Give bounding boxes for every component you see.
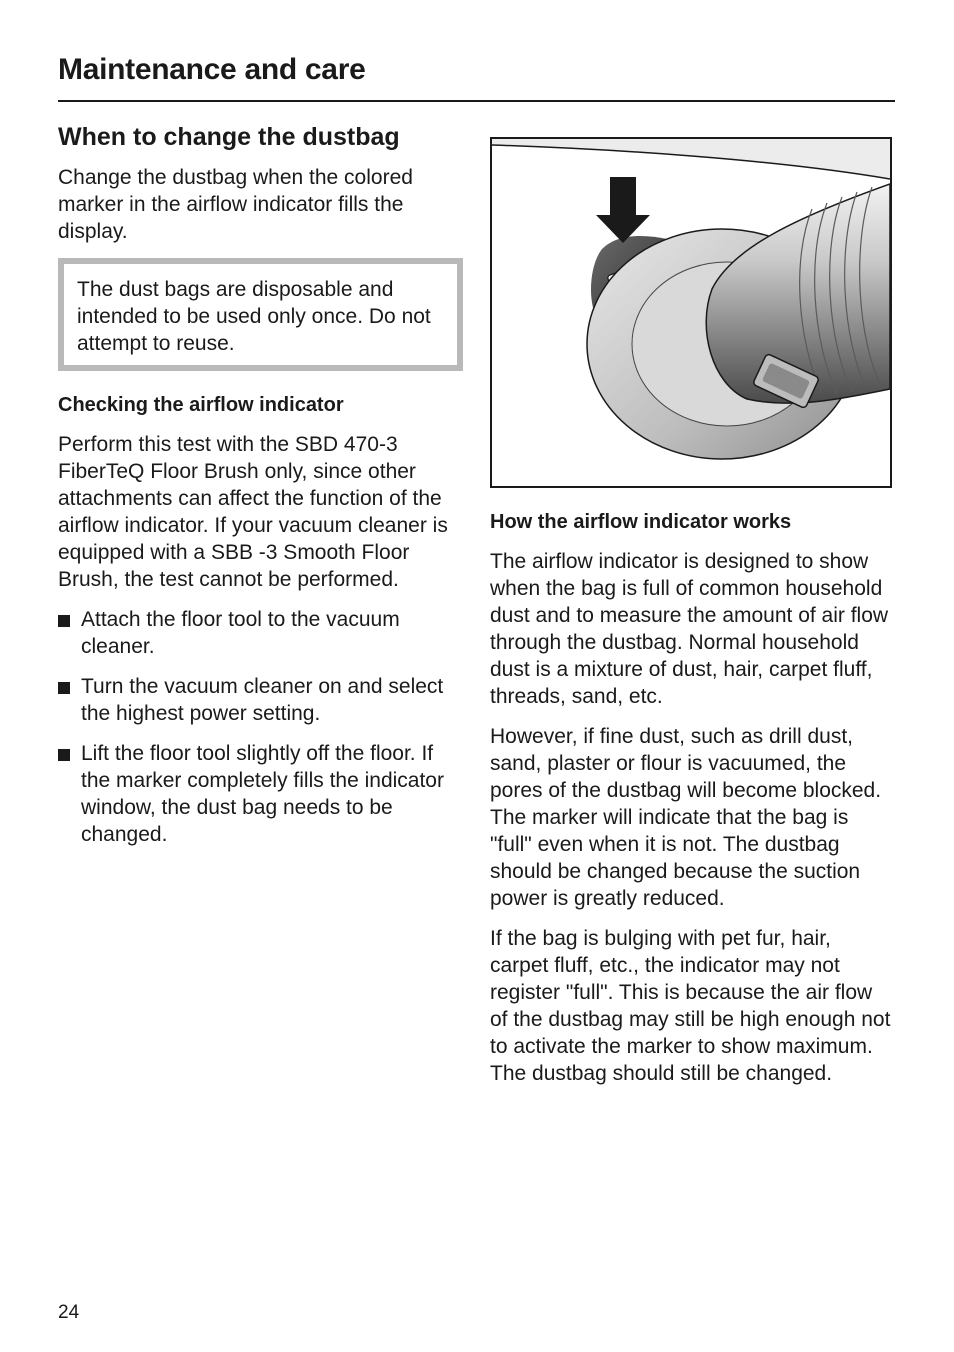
- page-header: [58, 50, 895, 102]
- how-paragraph: If the bag is bulging with pet fur, hair, carpet fluff, etc., the indicator may not register "full". This is because the air flow of the dustbag may still be high enough not to activate the marker to show maximum. The dustbag should still be changed.: [490, 927, 891, 1085]
- note-box: [58, 258, 463, 371]
- page-number: 24: [58, 1302, 80, 1323]
- square-bullet-icon: [58, 615, 70, 627]
- right-column: [490, 137, 894, 1100]
- page-title: Maintenance and care: [58, 53, 366, 86]
- square-bullet-icon: [58, 682, 70, 694]
- step-text: Attach the floor tool to the vacuum cleaner.: [81, 608, 400, 658]
- step-text: Turn the vacuum cleaner on and select the highest power setting.: [81, 675, 444, 725]
- airflow-indicator-illustration: [490, 137, 892, 488]
- checking-title: Checking the airflow indicator: [58, 394, 344, 416]
- list-item: [58, 740, 468, 848]
- list-item: [58, 673, 468, 727]
- how-paragraph: However, if fine dust, such as drill dust, sand, plaster or flour is vacuumed, the pores of the dustbag will become blocked. The marker will indicate that the bag is "full" even when it is not. The dustbag should be changed because the suction power is greatly reduced.: [490, 725, 882, 910]
- checking-body: Perform this test with the SBD 470-3 FiberTeQ Floor Brush only, since other attachments can affect the function of the airflow indicator. If your vacuum cleaner is equipped with a SBB -3 Smooth Floor Brush, the test cannot be performed.: [58, 433, 448, 591]
- left-column: [58, 120, 468, 861]
- note-text: The dust bags are disposable and intended to be used only once. Do not attempt to reuse.: [77, 278, 431, 355]
- steps-list: [58, 606, 468, 848]
- intro-text: Change the dustbag when the colored marker in the airflow indicator fills the display.: [58, 166, 413, 243]
- step-text: Lift the floor tool slightly off the floor. If the marker completely fills the indicator window, the dust bag needs to be changed.: [81, 742, 444, 846]
- list-item: [58, 606, 468, 660]
- how-title: How the airflow indicator works: [490, 511, 792, 533]
- section-title: When to change the dustbag: [58, 123, 400, 151]
- square-bullet-icon: [58, 749, 70, 761]
- how-paragraph: The airflow indicator is designed to show when the bag is full of common household dust and to measure the amount of air flow through the dustbag. Normal household dust is a mixture of dust, hair, carpet fluff, threads, sand, etc.: [490, 550, 889, 708]
